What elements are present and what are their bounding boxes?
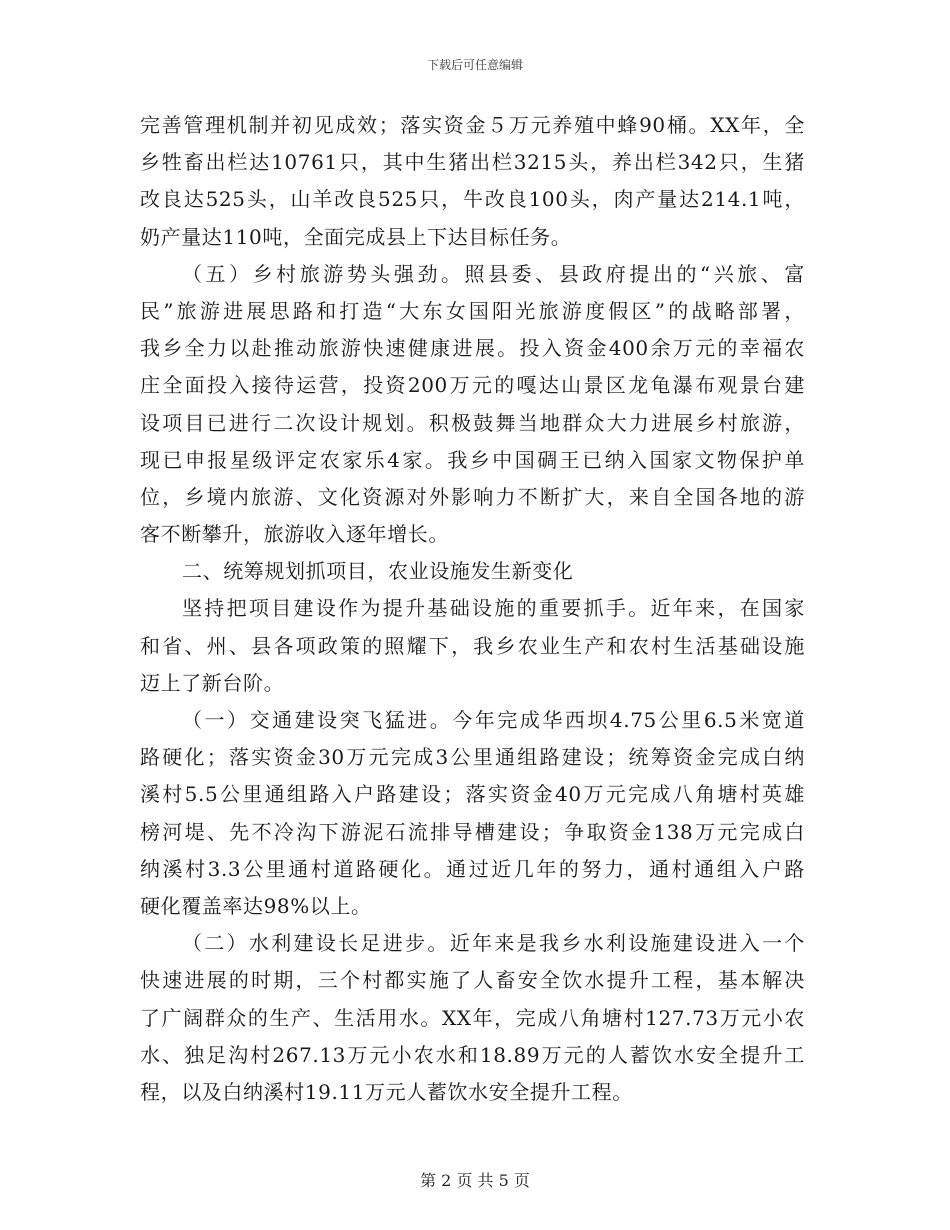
text-line: （一）交通建设突飞猛进。今年完成华西坝4.75公里6.5米宽道 <box>182 708 805 732</box>
text-line: 榜河堤、先不冷沟下游泥石流排导槽建设；争取资金138万元完成白 <box>140 819 805 844</box>
text-line: 位，乡境内旅游、文化资源对外影响力不断扩大，来自全国各地的游 <box>140 484 805 509</box>
text-line: 奶产量达110吨，全面完成县上下达目标任务。 <box>140 224 572 249</box>
paragraph <box>140 925 805 1111</box>
document-body <box>140 107 805 1111</box>
text-line: 我乡全力以赴推动旅游快速健康进展。投入资金400余万元的幸福农 <box>140 336 805 361</box>
paragraph <box>140 702 805 925</box>
text-line: 溪村5.5公里通组路入户路建设；落实资金40万元完成八角塘村英雄 <box>140 782 805 807</box>
text-line: 完善管理机制并初见成效；落实资金５万元养殖中蜂90桶。XX年，全 <box>140 113 806 137</box>
text-line: 乡牲畜出栏达10761只，其中生猪出栏3215头，养出栏342只，生猪 <box>140 150 805 175</box>
text-line: 程，以及白纳溪村19.11万元人蓄饮水安全提升工程。 <box>140 1079 633 1104</box>
text-line: 现已申报星级评定农家乐4家。我乡中国碉王已纳入国家文物保护单 <box>140 447 805 472</box>
text-line: 快速进展的时期，三个村都实施了人畜安全饮水提升工程，基本解决 <box>140 968 805 993</box>
text-line: 硬化覆盖率达98%以上。 <box>140 893 372 918</box>
page-header: 下载后可任意编辑 <box>426 58 523 72</box>
section-heading <box>140 553 805 590</box>
text-line: （二）水利建设长足进步。近年来是我乡水利设施建设进入一个 <box>182 931 805 956</box>
text-line: 设项目已进行二次设计规划。积极鼓舞当地群众大力进展乡村旅游， <box>140 410 805 435</box>
text-line: 迈上了新台阶。 <box>140 670 285 695</box>
page-footer: 第 2 页 共 5 页 <box>420 1171 530 1190</box>
text-line: 和省、州、县各项政策的照耀下，我乡农业生产和农村生活基础设施 <box>140 633 805 658</box>
text-line: 纳溪村3.3公里通村道路硬化。通过近几年的努力，通村通组入户路 <box>140 856 805 881</box>
text-line: （五）乡村旅游势头强劲。照县委、县政府提出的“兴旅、富 <box>182 261 805 286</box>
text-line: 坚持把项目建设作为提升基础设施的重要抓手。近年来，在国家 <box>182 596 805 621</box>
paragraph <box>140 107 805 256</box>
text-line: 改良达525头，山羊改良525只，牛改良100头，肉产量达214.1吨， <box>140 187 805 212</box>
text-line: 庄全面投入接待运营，投资200万元的嘎达山景区龙龟瀑布观景台建 <box>140 373 805 398</box>
paragraph <box>140 256 805 554</box>
text-line: 二、统筹规划抓项目，农业设施发生新变化 <box>182 559 574 584</box>
text-line: 民”旅游进展思路和打造“大东女国阳光旅游度假区”的战略部署， <box>140 298 805 323</box>
text-line: 水、独足沟村267.13万元小农水和18.89万元的人蓄饮水安全提升工 <box>140 1042 805 1067</box>
text-line: 了广阔群众的生产、生活用水。XX年，完成八角塘村127.73万元小农 <box>140 1005 805 1030</box>
paragraph <box>140 590 805 702</box>
text-line: 路硬化；落实资金30万元完成3公里通组路建设；统筹资金完成白纳 <box>140 745 805 770</box>
text-line: 客不断攀升，旅游收入逐年增长。 <box>140 522 449 547</box>
